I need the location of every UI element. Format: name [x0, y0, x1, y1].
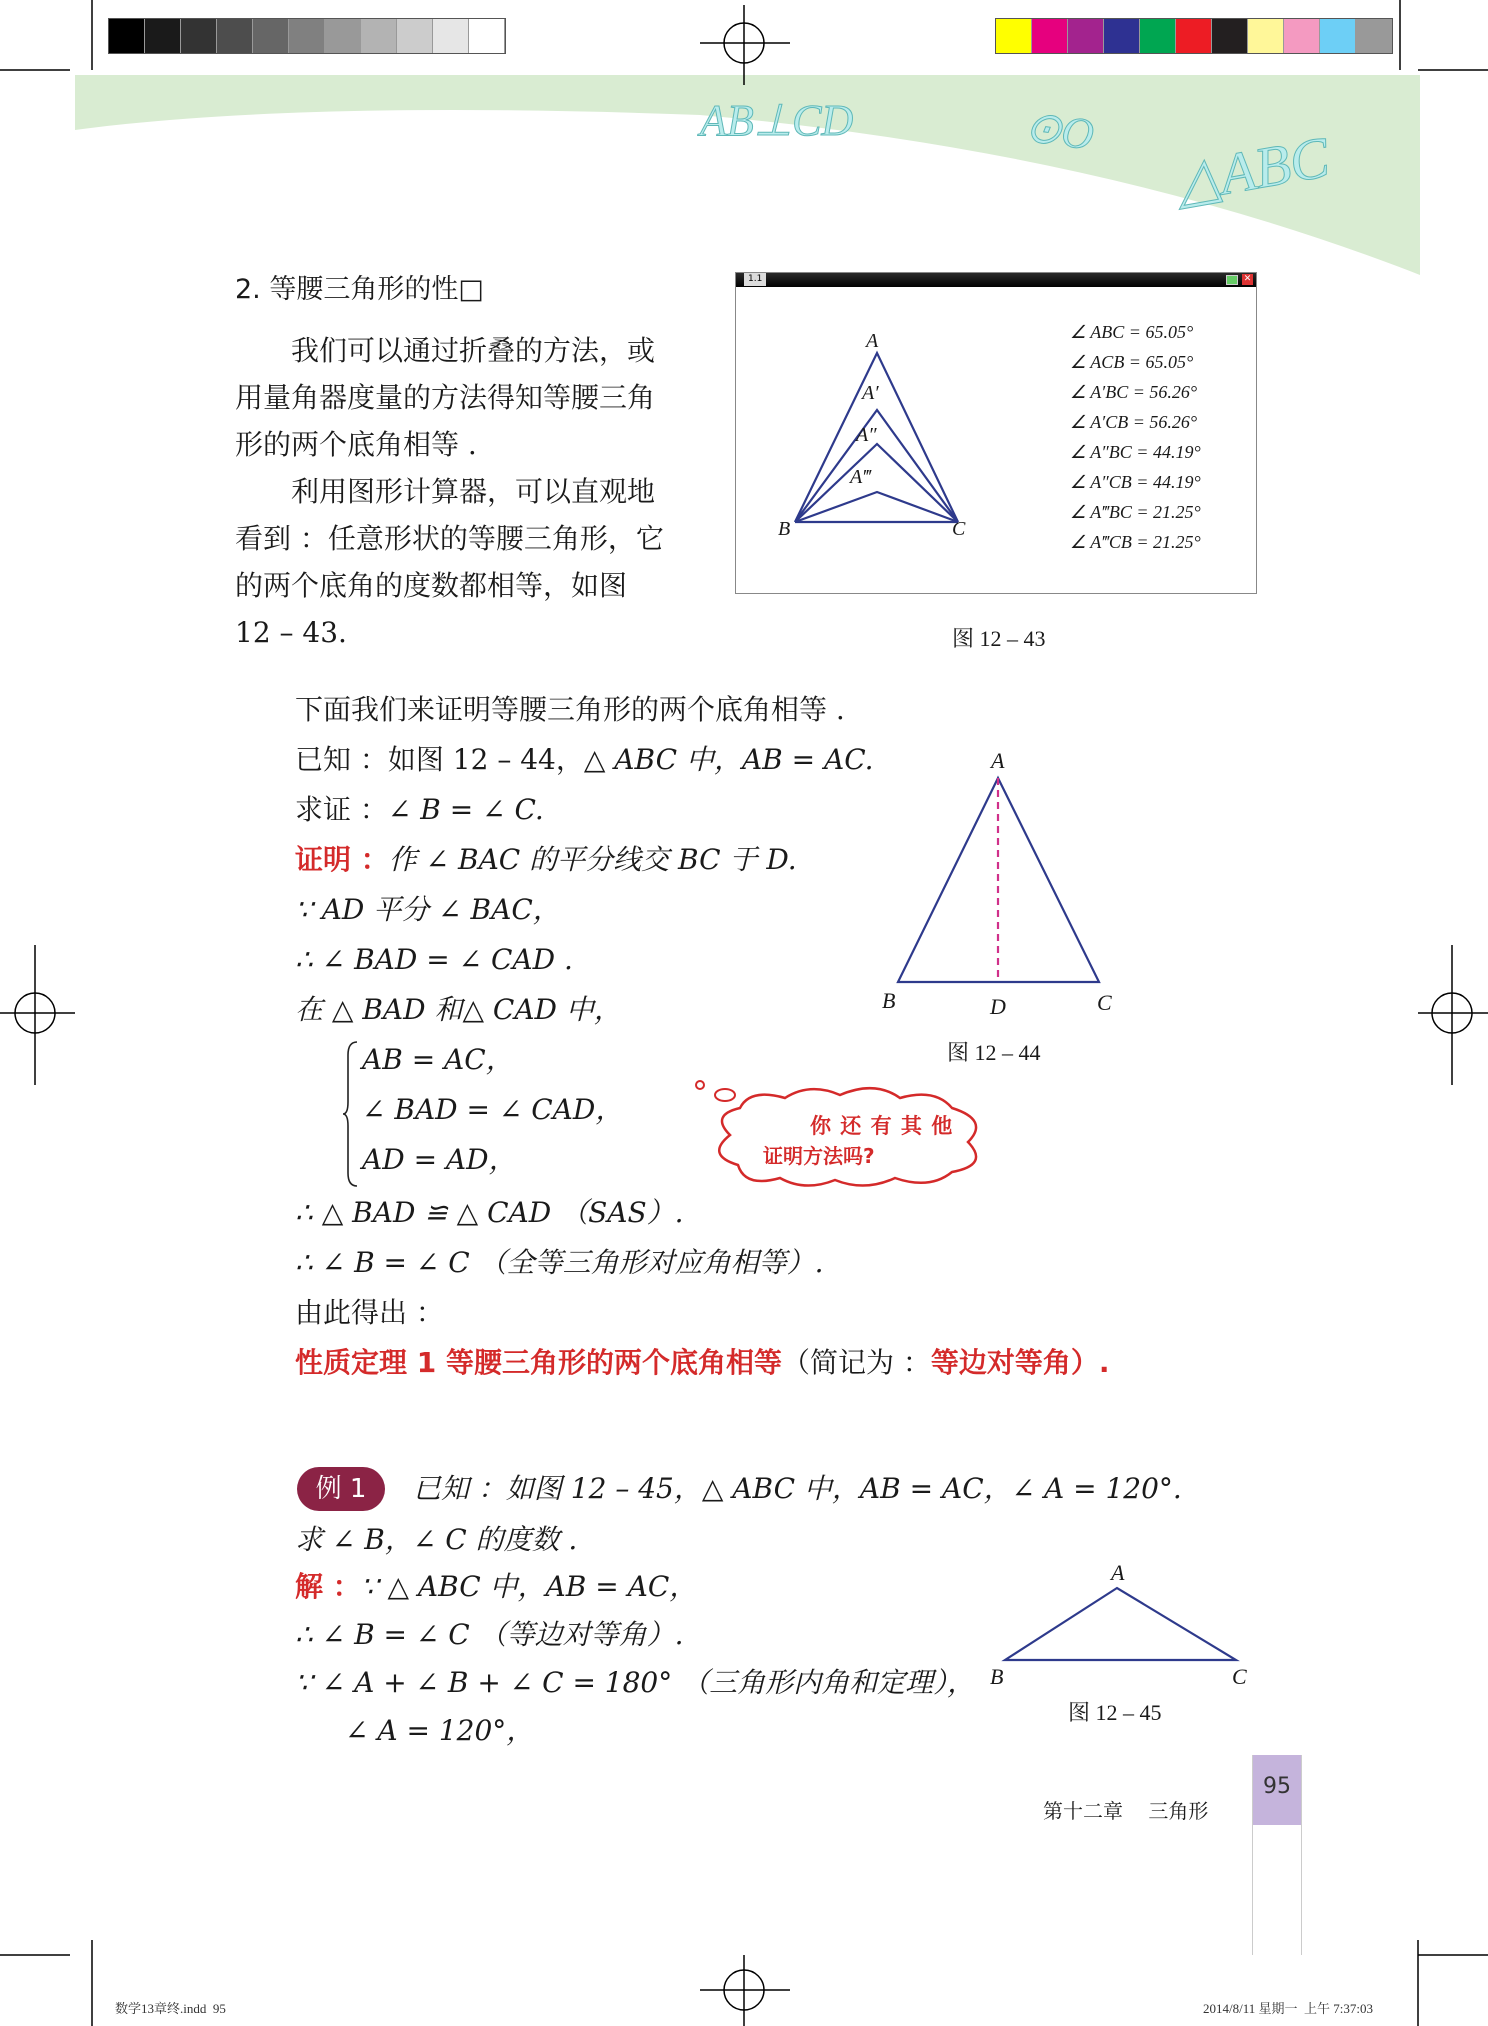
angle-measure: ∠ ACB = 65.05° [1070, 352, 1194, 372]
fig43-label-A2: A″ [856, 424, 877, 446]
fig45-label-C: C [1232, 1664, 1247, 1689]
angle-measure: ∠ ABC = 65.05° [1070, 322, 1194, 342]
proof-intro: 下面我们来证明等腰三角形的两个底角相等 . [295, 693, 845, 726]
solution-step: ∴ ∠ B = ∠ C （等边对等角）. [295, 1618, 684, 1651]
chapter-title: 第十二章 三角形 [1043, 1799, 1209, 1823]
intro-line: 用量角器度量的方法得知等腰三角 [235, 381, 656, 414]
theorem-end: ）. [1070, 1346, 1110, 1379]
intro-line: 看到 ：任意形状的等腰三角形，它 [235, 522, 664, 555]
theorem-short: 等边对等角 [930, 1346, 1071, 1379]
intro-line: 利用图形计算器，可以直观地 [291, 475, 656, 508]
bubble-line-2: 证明方法吗? [763, 1144, 875, 1168]
proof-step: ∴ △ BAD ≌ △ CAD （SAS）. [295, 1196, 684, 1229]
angle-measure: ∠ A′CB = 56.26° [1070, 412, 1198, 432]
solution-step: ∠ A = 120°， [345, 1714, 535, 1747]
fig43-label-A3: A‴ [850, 466, 871, 488]
intro-line: 形的两个底角相等 . [235, 428, 477, 461]
proof-construction: 作 ∠ BAC 的平分线交 BC 于 D. [388, 843, 797, 876]
brace-line: AB = AC， [362, 1043, 514, 1076]
angle-measure: ∠ A″BC = 44.19° [1070, 442, 1201, 462]
theorem-mid: （简记为 ： [781, 1346, 931, 1379]
angle-measure: ∠ A″CB = 44.19° [1070, 472, 1201, 492]
fig44-label-A: A [991, 748, 1005, 773]
header-deco-triangle: △ABC [1170, 124, 1334, 215]
fig43-label-B: B [778, 518, 791, 540]
proof-step: ∴ ∠ B = ∠ C （全等三角形对应角相等）. [295, 1246, 824, 1279]
proof-step: ∵ AD 平分 ∠ BAC， [295, 893, 561, 926]
print-timestamp: 2014/8/11 星期一 上午 7:37:03 [1203, 2001, 1373, 2016]
angle-measure: ∠ A′BC = 56.26° [1070, 382, 1198, 402]
bubble-line-1: 你 还 有 其 他 [810, 1114, 954, 1138]
example-ask: 求 ∠ B，∠ C 的度数 . [295, 1523, 578, 1556]
fig44-label-C: C [1097, 990, 1112, 1015]
proof-label: 证明 ： [295, 843, 389, 876]
solution-label: 解 ： [295, 1570, 361, 1603]
example-badge: 例 1 [297, 1467, 385, 1511]
fig44-label-B: B [882, 988, 896, 1013]
brace-line: ∠ BAD = ∠ CAD， [362, 1093, 624, 1126]
fig45-label-A: A [1111, 1560, 1125, 1585]
angle-measure: ∠ A‴BC = 21.25° [1070, 502, 1201, 522]
given-math: △ ABC 中，AB = AC. [583, 743, 874, 776]
intro-line: 12 – 43. [235, 616, 347, 649]
fig43-label-A1: A′ [862, 382, 879, 404]
fig43-label-A: A [866, 330, 879, 352]
fig44-caption: 图 12 – 44 [947, 1040, 1041, 1065]
proof-step: ∴ ∠ BAD = ∠ CAD . [295, 943, 573, 976]
page-tab [1252, 1755, 1302, 1955]
proof-step: 在 △ BAD 和△ CAD 中， [295, 993, 622, 1026]
theorem-label: 性质定理 1 等腰三角形的两个底角相等 [295, 1346, 782, 1379]
proof-step: 由此得出 ： [295, 1296, 444, 1329]
header-deco-perpendicular: AB⊥CD [700, 96, 854, 145]
intro-line: 的两个底角的度数都相等，如图 [235, 569, 628, 602]
prove-math: ∠ B = ∠ C. [387, 793, 544, 826]
fig45-caption: 图 12 – 45 [1068, 1700, 1162, 1725]
calculator-tab: 1.1 [744, 273, 766, 286]
brace-line: AD = AD， [362, 1143, 517, 1176]
solution-step: ∵ △ ABC 中，AB = AC， [360, 1570, 698, 1603]
close-icon: ✕ [1243, 274, 1252, 284]
fig43-caption: 图 12 – 43 [952, 626, 1046, 651]
file-info: 数学13章终.indd 95 [115, 2001, 226, 2016]
fig44-label-D: D [990, 994, 1006, 1019]
section-title: 2. 等腰三角形的性□ [235, 274, 484, 305]
fig45-label-B: B [990, 1664, 1004, 1689]
fig43-label-C: C [952, 518, 966, 540]
example-given: 已知 ：如图 12 – 45，△ ABC 中，AB = AC，∠ A = 120°. [413, 1472, 1182, 1505]
prove-prefix: 求证 ： [295, 793, 388, 826]
intro-line: 我们可以通过折叠的方法，或 [291, 334, 656, 367]
solution-step: ∵ ∠ A + ∠ B + ∠ C = 180° （三角形内角和定理）， [295, 1666, 976, 1699]
angle-measure: ∠ A‴CB = 21.25° [1070, 532, 1201, 552]
given-prefix: 已知 ：如图 12 – 44， [295, 743, 584, 776]
page-number: 95 [1253, 1755, 1301, 1825]
header-deco-circle: ⊙O [1021, 101, 1097, 160]
